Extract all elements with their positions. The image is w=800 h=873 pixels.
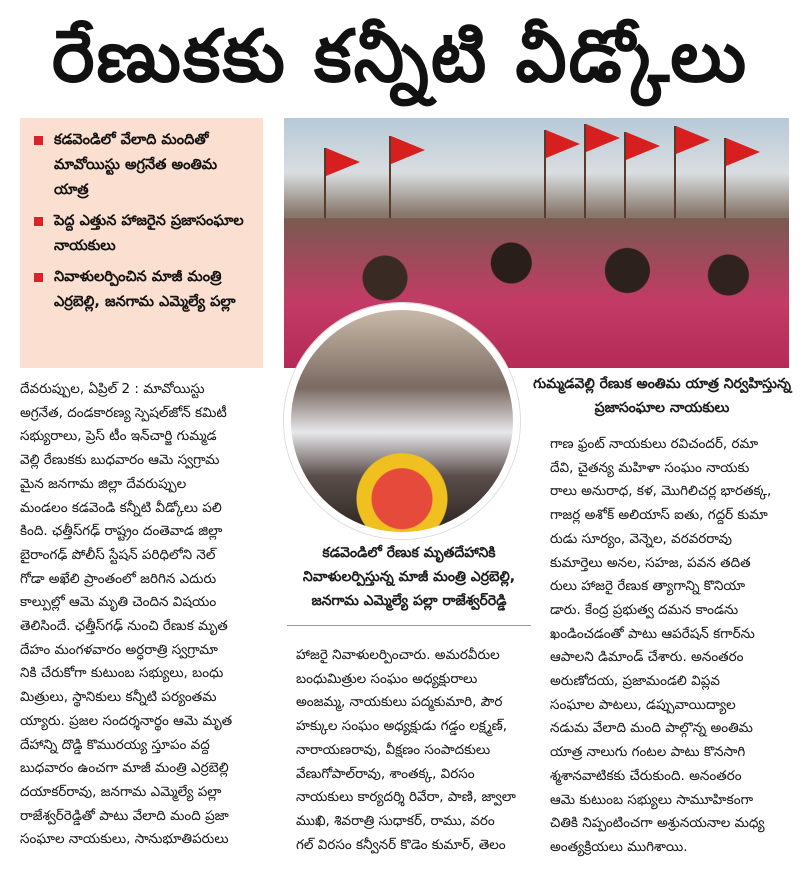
article-column-3	[550, 433, 790, 860]
text-line: గాణ ఫ్రంట్ నాయకులు రవిచందర్, రమా	[550, 436, 759, 452]
red-flag-icon	[726, 138, 760, 166]
text-line: అగ్రనేత, దండకారణ్య స్పెషల్‌జోన్ కమిటీ	[20, 404, 227, 421]
text-line: ఖండించడంతో పాటు ఆపరేషన్ కగార్‌ను	[550, 625, 755, 642]
text-line: హక్కుల సంఘం అధ్యక్షుడు గడ్డం లక్ష్మణ్,	[296, 718, 508, 735]
text-line: రాలు అనురాధ, కళ, మొగిలిచర్ల భారతక్క,	[550, 483, 772, 500]
text-line: ముఖి, శివరాత్రి సుధాకర్, రాము, వరం	[296, 812, 495, 829]
red-flag-icon	[391, 136, 425, 164]
text-line: కాల్పుల్లో ఆమె మృతి చెందిన విషయం	[20, 594, 217, 611]
text-line: అంత్యక్రియలు ముగిశాయి.	[550, 838, 688, 855]
text-line: సభ్యురాలు, ప్రెస్ టీం ఇన్‌చార్జి గుమ్మడ	[20, 428, 217, 445]
text-line: మండలం కడవెండి కన్నీటి వీడ్కోలు పలి	[20, 499, 222, 516]
text-line: గాజర్ల అశోక్ అలియాస్ ఐతు, గద్దర్ కుమా	[550, 507, 768, 524]
text-line: రుడు సూర్యం, వెన్నెల, వరవరరావు	[550, 530, 733, 547]
text-line: కింది. ఛత్తీస్‌గఢ్ రాష్ట్రం దంతెవాడ జిల్లా	[20, 523, 223, 540]
text-line: బంధుమిత్రుల సంఘం అధ్యక్షురాలు	[296, 670, 478, 687]
headline: రేణుకకు కన్నీటి వీడ్కోలు	[51, 14, 749, 98]
article-column-2	[296, 644, 536, 857]
highlight-item	[32, 265, 255, 315]
red-flag-icon	[676, 126, 710, 154]
text-line: రులు హాజరై రేణుక త్యాగాన్ని కొనియా	[550, 578, 746, 595]
text-line: శ్మశానవాటికకు చేరుకుంది. అనంతరం	[550, 767, 742, 784]
text-line: అంజమ్మ, నాయకులు పద్మకుమారి, పౌర	[296, 694, 503, 711]
main-photo-caption: గుమ్మడవెల్లి రేణుక అంతిమ యాత్ర నిర్వహిస్తున్న ప్రజాసంఘాల నాయకులు	[533, 376, 791, 416]
tribute-photo	[284, 303, 520, 539]
text-line: అరుణోదయ, ప్రజామండలి విప్లవ	[550, 673, 720, 690]
highlight-item	[32, 128, 255, 203]
text-line: య్యారు. ప్రజల సందర్శనార్థం ఆమె మృత	[20, 712, 233, 729]
text-line: మైన జనగామ జిల్లా దేవరుప్పుల	[20, 475, 187, 492]
text-line: యాత్ర నాలుగు గంటల పాటు కొనసాగి	[550, 744, 746, 761]
red-flag-icon	[586, 124, 620, 152]
text-line: గల్ విరసం కన్వీనర్ కొడెం కుమార్, తెలం	[296, 836, 506, 853]
text-line: తెలిసిందే. ఛత్తీస్‌గఢ్ నుంచి రేణుక మృత	[20, 618, 228, 635]
text-line: గోడా అఖేలి ప్రాంతంలో జరిగిన ఎదురు	[20, 570, 217, 587]
text-line: ఆపాలని డిమాండ్ చేశారు. అనంతరం	[550, 649, 744, 666]
red-flag-icon	[546, 130, 580, 158]
text-line: హాజరై నివాళులర్పించారు. అమరవీరుల	[296, 647, 500, 663]
text-line: దేహాన్ని దొడ్డి కొమురయ్య స్తూపం వద్ద	[20, 736, 210, 753]
text-line: బుధవారం ఉంచగా మాజీ మంత్రి ఎర్రబెల్లి	[20, 760, 229, 777]
text-line: సంఘాల పాటలు, డప్పువాయిద్యాల	[550, 696, 736, 713]
bullet-icon	[34, 136, 43, 145]
text-line: కుమార్తెలు అనల, సహజ, పవన తదిత	[550, 554, 751, 571]
highlight-item	[32, 209, 255, 259]
text-line: నికి చేరుకోగా కుటుంబ సభ్యులు, బంధు	[20, 665, 224, 682]
text-line: వేణుగోపాల్‌రావు, శాంతక్క, విరసం	[296, 765, 475, 782]
text-line: చితికి నిప్పంటించగా అశ్రునయనాల మధ్య	[550, 815, 765, 832]
text-line: వెల్లి రేణుకకు బుధవారం ఆమె స్వగ్రామ	[20, 452, 220, 469]
text-line: నాయకులు కార్యదర్శి రివేరా, పాణి, జ్వాలా	[296, 789, 516, 806]
highlight-text: పెద్ద ఎత్తున హాజరైన ప్రజాసంఘాల నాయకులు	[54, 213, 244, 254]
bullet-icon	[34, 217, 43, 226]
text-line: డారు. కేంద్ర ప్రభుత్వ దమన కాండను	[550, 601, 739, 618]
highlight-text: నివాళులర్పించిన మాజీ మంత్రి ఎర్రబెల్లి, జనగామ ఎమ్మెల్యే పల్లా	[54, 269, 236, 310]
text-line: ఆమె కుటుంబ సభ్యులు సామూహికంగా	[550, 791, 754, 808]
divider	[287, 625, 531, 626]
text-line: రాజేశ్వర్‌రెడ్డితో పాటు వేలాది మంది ప్రజా	[20, 807, 229, 824]
text-line: నడుమ వేలాది మంది పాల్గొన్న అంతిమ	[550, 720, 753, 737]
bullet-icon	[34, 273, 43, 282]
article-column-1	[20, 378, 276, 852]
text-line: సంఘాల నాయకులు, సానుభూతిపరులు	[20, 831, 229, 848]
text-line: బైరాంగఢ్ పోలీస్ స్టేషన్ పరిధిలోని నెల్	[20, 546, 216, 563]
text-line: మిత్రులు, స్థానికులు కన్నీటి పర్యంతమ	[20, 689, 217, 706]
highlight-text: కడవెండిలో వేలాది మందితో మావోయిస్టు అగ్రనేత అంతిమ యాత్ర	[54, 132, 218, 198]
text-line: దేవరుప్పుల, ఏప్రిల్ 2 : మావోయిస్టు	[20, 381, 205, 397]
red-flag-icon	[326, 148, 360, 176]
highlights-box	[20, 118, 263, 368]
text-line: నారాయణరావు, వీక్షణం సంపాదకులు	[296, 741, 491, 758]
red-flag-icon	[626, 132, 660, 160]
text-line: దయాకర్‌రావు, జనగామ ఎమ్మెల్యే పల్లా	[20, 783, 222, 800]
text-line: దేహం మంగళవారం అర్ధరాత్రి స్వగ్రామా	[20, 641, 218, 658]
text-line: దేవి, చైతన్య మహిళా సంఘం నాయకు	[550, 459, 750, 476]
circle-photo-caption: కడవెండిలో రేణుక మృతదేహానికి నివాళులర్పిస్తున్న మాజీ మంత్రి ఎర్రబెల్లి, జనగామ ఎమ్మెల్యే పల్లా రాజేశ్వర్‌రెడ్డి	[302, 545, 516, 609]
